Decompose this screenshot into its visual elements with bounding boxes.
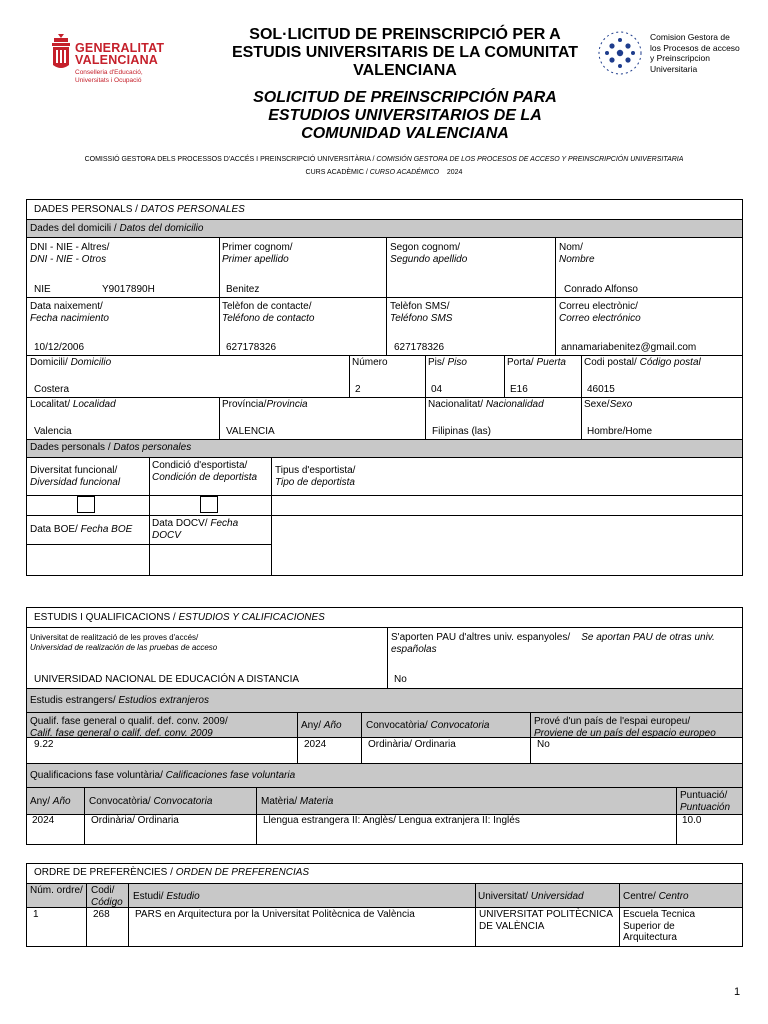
floor-value: 04 [431,384,443,395]
sex-value: Hombre/Home [587,426,653,437]
commission-name: Comision Gestora de los Procesos de acceso y Preinscripcion Universitaria [650,32,740,74]
foreign-studies-heading: Estudis estrangers/ Estudios extranjeros [30,695,209,706]
order-value: 1 [33,909,39,920]
convocation-label: Convocatòria/ Convocatoria [366,720,490,731]
voluntary-heading: Qualificacions fase voluntària/ Calificaciones fase voluntaria [30,770,296,781]
province-value: VALENCIA [226,426,275,437]
commission-logo [596,28,644,78]
postal-label: Codi postal/ Código postal [584,357,701,368]
voluntary-score-value: 10.0 [682,815,702,826]
conselleria-name: Conselleria d'Educació, Universitats i Ocupació [75,69,143,84]
locality-value: Valencia [34,426,72,437]
studies-heading: ESTUDIS I QUALIFICACIONS / ESTUDIOS Y CALIFICACIONES [34,612,325,623]
boe-date-label: Data BOE/ Fecha BOE [30,524,133,535]
sms-label: Telèfon SMS/ Teléfono SMS [390,301,453,324]
surname2-label: Segon cognom/ Segundo apellido [390,242,468,265]
diversity-label: Diversitat funcional/ Diversidad funcional [30,465,121,488]
year-label: Any/ Año [301,720,342,731]
door-value: E16 [510,384,528,395]
locality-label: Localitat/ Localidad [30,399,116,410]
europe-label: Prové d'un país de l'espai europeu/ Proviene de un país del espacio europeo [534,716,716,739]
year-value: 2024 [304,739,327,750]
athlete-type-label: Tipus d'esportista/ Tipo de deportista [275,465,356,488]
door-label: Porta/ Puerta [507,357,566,368]
voluntary-convocation-label: Convocatòria/ Convocatoria [89,796,213,807]
personal-data-heading: DADES PERSONALS / DATOS PERSONALES [34,204,245,215]
personal-data-subheading: Dades personals / Datos personales [30,442,192,453]
phone-label: Telèfon de contacte/ Teléfono de contacto [222,301,315,324]
voluntary-subject-label: Matèria/ Materia [261,796,334,807]
nationality-label: Nacionalitat/ Nacionalidad [428,399,544,410]
qualification-label: Qualif. fase general o qualif. def. conv. 2009/ Calif. fase general o calif. def. conv. 2009 [30,716,228,739]
code-value: 268 [93,909,110,920]
dni-label: DNI - NIE - Altres/ DNI - NIE - Otros [30,242,110,265]
personal-data-section [26,199,743,576]
address-label: Domicili/ Domicilio [30,357,112,368]
surname1-label: Primer cognom/ Primer apellido [222,242,293,265]
sms-value: 627178326 [394,342,445,353]
domicile-heading: Dades del domicili / Datos del domicilio [30,223,204,234]
pau-other-label: S'aporten PAU d'altres univ. espanyoles/ Se aportan PAU de otras univ. españolas [391,632,715,655]
birth-date-label: Data naixement/ Fecha nacimiento [30,301,109,324]
title-valencian: SOL·LICITUD DE PREINSCRIPCIÓ PER A ESTUDIS UNIVERSITARIS DE LA COMUNITAT VALENCIANA [231,26,579,79]
nationality-value: Filipinas (las) [432,426,491,437]
center-value: Escuela Tecnica Superior de Arquitectura [623,909,696,943]
province-label: Província/Provincia [222,399,308,410]
academic-year: CURS ACADÈMIC / CURSO ACADÉMICO 2024 [305,169,463,176]
doc-type-value: NIE [34,284,51,295]
phone-value: 627178326 [226,342,277,353]
athlete-checkbox[interactable] [200,496,218,513]
postal-value: 46015 [587,384,615,395]
qualification-value: 9.22 [34,739,54,750]
commission-subtitle: COMISSIÓ GESTORA DELS PROCESSOS D'ACCÉS I PREINSCRIPCIÓ UNIVERSITÀRIA / COMISIÓN GESTORA DE LOS PROCESOS DE ACCESO Y PREINSCRIPCIÓN UNIVERSITARIA [84,156,684,163]
docv-date-label: Data DOCV/ Fecha DOCV [152,518,239,541]
floor-label: Pis/ Piso [428,357,467,368]
sex-label: Sexe/Sexo [584,399,633,410]
number-label: Número [352,357,388,368]
preferences-heading: ORDRE DE PREFERÈNCIES / ORDEN DE PREFERENCIAS [34,867,310,878]
exam-university-label: Universitat de realització de les proves d'accés/ Universidad de realización de las pruebas de acceso [30,633,218,652]
voluntary-score-label: Puntuació/ Puntuación [680,790,731,813]
name-label: Nom/ Nombre [559,242,595,265]
page-number: 1 [734,986,741,998]
code-label: Codi/ Código [91,885,123,908]
convocation-value: Ordinària/ Ordinaria [368,739,456,750]
order-label: Núm. ordre/ [30,885,83,896]
university-value: UNIVERSITAT POLITÈCNICA DE VALÈNCIA [479,909,613,932]
voluntary-year-value: 2024 [32,815,55,826]
surname1-value: Benitez [226,284,260,295]
name-value: Conrado Alfonso [564,284,638,295]
study-label: Estudi/ Estudio [133,891,200,902]
center-label: Centre/ Centro [623,891,689,902]
europe-value: No [537,739,550,750]
voluntary-convocation-value: Ordinària/ Ordinaria [91,815,179,826]
pau-other-value: No [394,674,407,685]
birth-date-value: 10/12/2006 [34,342,85,353]
generalitat-name: GENERALITAT VALENCIANA [75,41,165,67]
address-value: Costera [34,384,70,395]
number-value: 2 [355,384,361,395]
study-value: PARS en Arquitectura por la Universitat Politècnica de València [135,909,415,920]
email-label: Correu electrònic/ Correo electrónico [559,301,641,324]
email-value: annamariabenitez@gmail.com [561,342,697,353]
exam-university-value: UNIVERSIDAD NACIONAL DE EDUCACIÓN A DISTANCIA [34,674,300,685]
university-label: Universitat/ Universidad [478,891,584,902]
athlete-label: Condició d'esportista/ Condición de deportista [152,460,258,483]
voluntary-year-label: Any/ Año [30,796,71,807]
title-spanish: SOLICITUD DE PREINSCRIPCIÓN PARA ESTUDIOS UNIVERSITARIOS DE LA COMUNIDAD VALENCIANA [253,89,557,142]
doc-number-value: Y9017890H [102,284,155,295]
voluntary-subject-value: Llengua estrangera II: Anglès/ Lengua extranjera II: Inglés [263,815,520,826]
diversity-checkbox[interactable] [77,496,95,513]
